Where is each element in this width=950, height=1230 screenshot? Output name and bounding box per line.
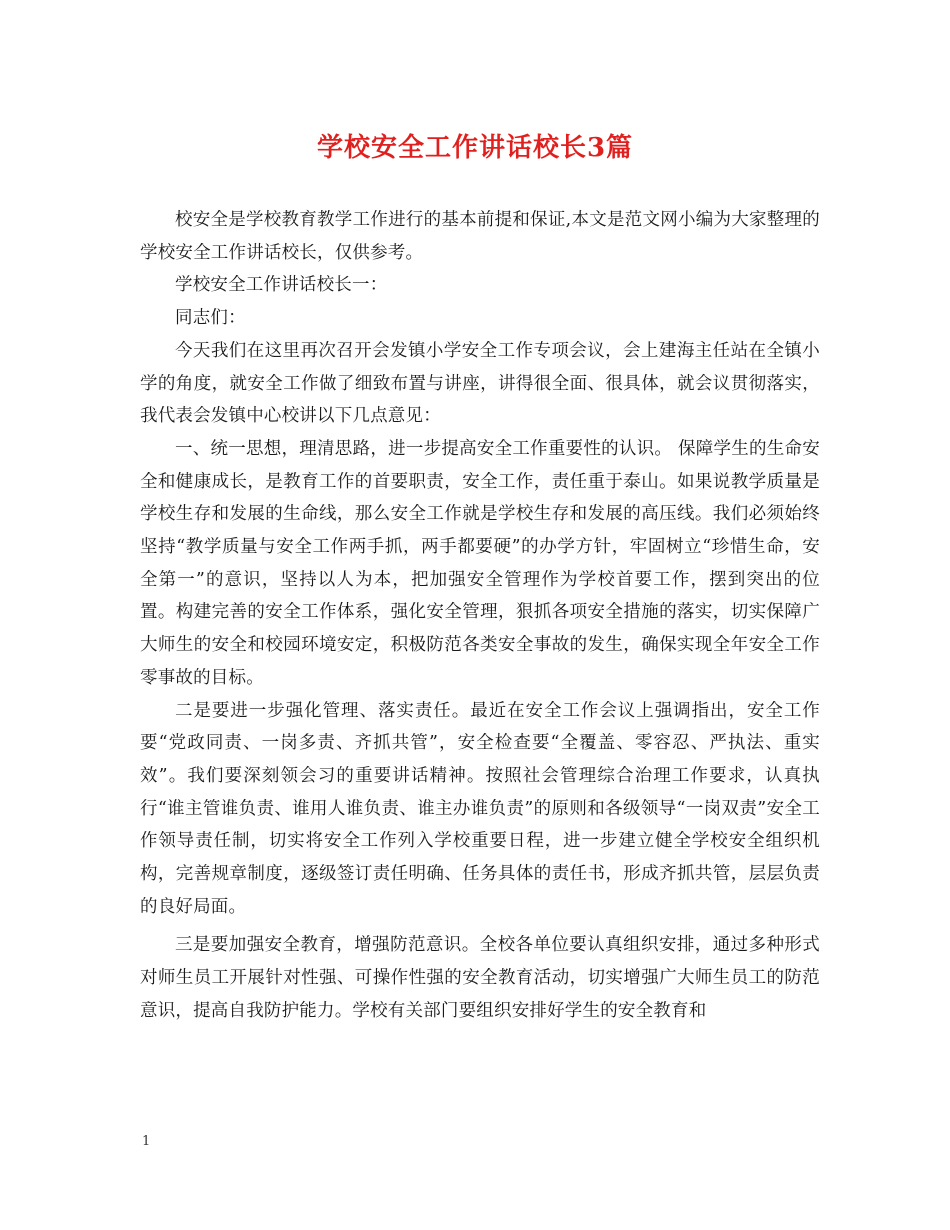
body-paragraph: 三是要加强安全教育，增强防范意识。全校各单位要认真组织安排，通过多种形式对师生员工开展针对性强、可操作性强的安全教育活动，切实增强广大师生员工的防范意识，提高自我防护能力。学校有关部门要组织安排好学生的安全教育和 [140, 935, 820, 1021]
intro-paragraph: 校安全是学校教育教学工作进行的基本前提和保证,本文是范文网小编为大家整理的学校安全工作讲话校长，仅供参考。 [140, 210, 820, 263]
body-paragraph: 今天我们在这里再次召开会发镇小学安全工作专项会议，会上建海主任站在全镇小学的角度，就安全工作做了细致布置与讲座，讲得很全面、很具体，就会议贯彻落实，我代表会发镇中心校讲以下几点意见： [140, 340, 820, 427]
document-body [140, 204, 820, 1028]
body-paragraph: 一、统一思想，理清思路，进一步提高安全工作重要性的认识。 保障学生的生命安全和健康成长，是教育工作的首要职责，安全工作，责任重于泰山。如果说教学质量是学校生存和发展的生命线，那么安全工作就是学校生存和发展的高压线。我们必须始终坚持“教学质量与安全工作两手抓，两手都要硬”的办学方针，牢固树立“珍惜生命，安全第一”的意识，坚持以人为本，把加强安全管理作为学校首要工作，摆到突出的位置。构建完善的安全工作体系，强化安全管理，狠抓各项安全措施的落实，切实保障广大师生的安全和校园环境安定，积极防范各类安全事故的发生，确保实现全年安全工作零事故的目标。 [140, 438, 820, 688]
salutation: 同志们： [175, 308, 246, 329]
body-paragraph: 二是要进一步强化管理、落实责任。最近在安全工作会议上强调指出，安全工作要“党政同责、一岗多责、齐抓共管”，安全检查要“全覆盖、零容忍、严执法、重实效”。我们要深刻领会习的重要讲话精神。按照社会管理综合治理工作要求，认真执行“谁主管谁负责、谁用人谁负责、谁主办谁负责”的原则和各级领导“一岗双责”安全工作领导责任制，切实将安全工作列入学校重要日程，进一步建立健全学校安全组织机构，完善规章制度，逐级签订责任明确、任务具体的责任书，形成齐抓共管，层层负责的良好局面。 [140, 700, 820, 917]
section-heading: 学校安全工作讲话校长一： [175, 275, 388, 296]
document-title: 学校安全工作讲话校长3篇 [316, 133, 634, 163]
page-number: 1 [142, 1134, 151, 1149]
